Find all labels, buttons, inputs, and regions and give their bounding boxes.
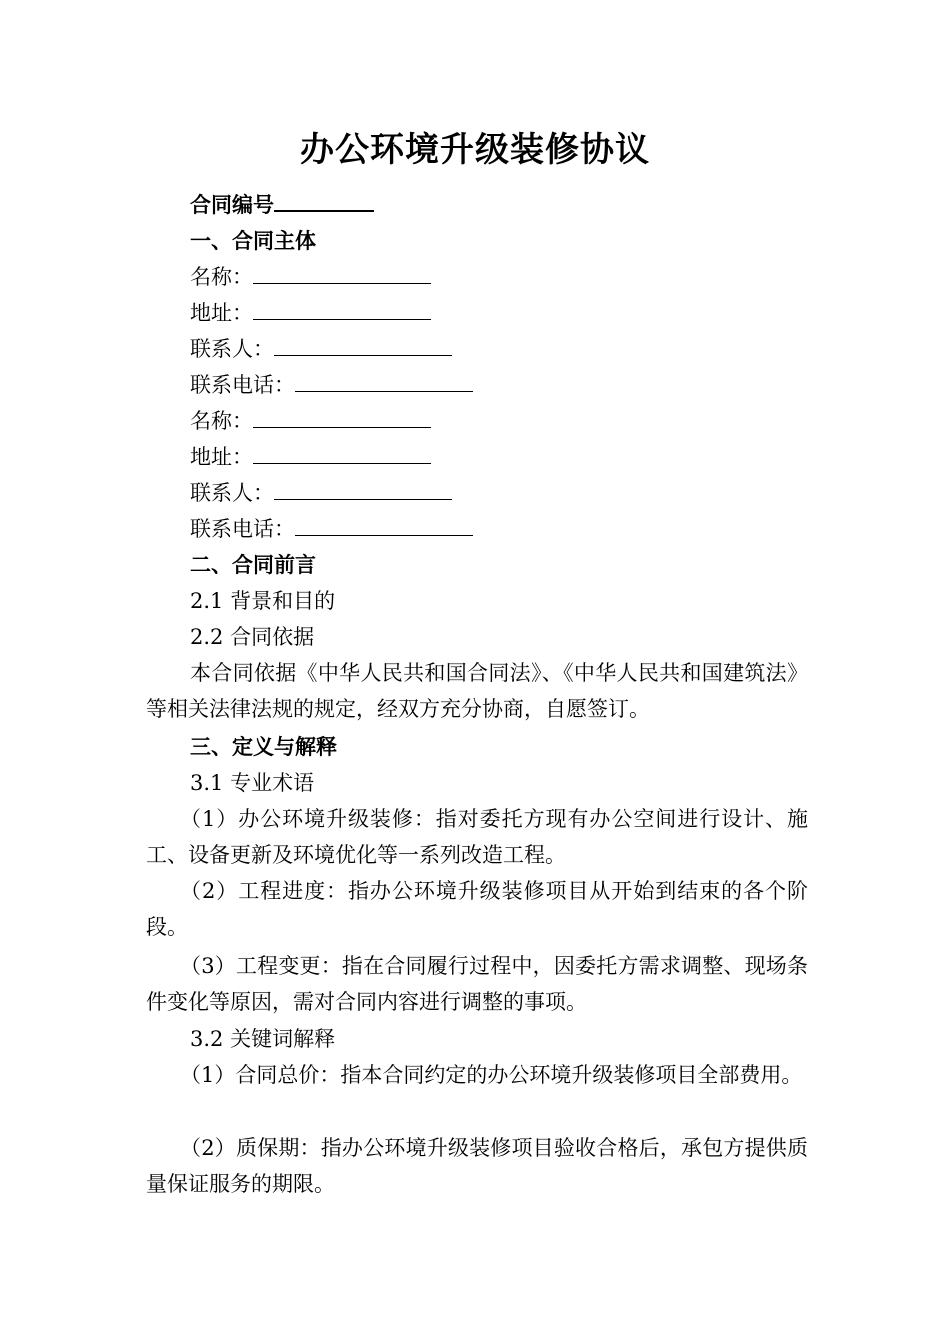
- section2-item-background: 2.1 背景和目的: [190, 589, 336, 613]
- party-a-address-blank[interactable]: [253, 297, 431, 320]
- party-a-phone-blank[interactable]: [295, 369, 473, 392]
- contract-number-blank[interactable]: [274, 188, 374, 212]
- party-b-contact-blank[interactable]: [274, 477, 452, 500]
- party-b-name-blank[interactable]: [253, 405, 431, 428]
- party-b-contact-label: 联系人：: [190, 481, 274, 505]
- section2-basis-paragraph: 本合同依据《中华人民共和国合同法》、《中华人民共和国建筑法》等相关法律法规的规定，经双方充分协商，自愿签订。: [146, 661, 808, 721]
- party-b-contact-line: [190, 475, 452, 511]
- section3-item-terms: 3.1 专业术语: [190, 771, 315, 795]
- definition-paragraph-2: （2）工程进度：指办公环境升级装修项目从开始到结束的各个阶段。: [146, 879, 808, 939]
- section2-heading: 二、合同前言: [190, 552, 316, 577]
- section2-item-basis: 2.2 合同依据: [190, 625, 315, 649]
- contract-number-label: 合同编号: [190, 192, 274, 217]
- party-a-contact-line: [190, 331, 452, 367]
- keyword-paragraph-2: （2）质保期：指办公环境升级装修项目验收合格后，承包方提供质量保证服务的期限。: [146, 1136, 808, 1196]
- definition-paragraph-1: （1）办公环境升级装修：指对委托方现有办公空间进行设计、施工、设备更新及环境优化等一系列改造工程。: [146, 807, 808, 867]
- section3-item-keywords: 3.2 关键词解释: [190, 1027, 336, 1051]
- party-a-phone-line: [190, 367, 473, 403]
- party-a-contact-label: 联系人：: [190, 337, 274, 361]
- party-b-address-line: [190, 439, 431, 475]
- party-a-name-label: 名称：: [190, 265, 253, 289]
- party-a-address-line: [190, 295, 431, 331]
- section3-heading: 三、定义与解释: [190, 734, 337, 759]
- definition-paragraph-3: （3）工程变更：指在合同履行过程中，因委托方需求调整、现场条件变化等原因，需对合同内容进行调整的事项。: [146, 954, 808, 1014]
- party-a-contact-blank[interactable]: [274, 333, 452, 356]
- party-b-name-line: [190, 403, 431, 439]
- party-b-address-blank[interactable]: [253, 441, 431, 464]
- party-b-phone-label: 联系电话：: [190, 517, 295, 541]
- party-b-address-label: 地址：: [190, 445, 253, 469]
- keyword-paragraph-1: （1）合同总价：指本合同约定的办公环境升级装修项目全部费用。: [180, 1063, 803, 1087]
- party-a-phone-label: 联系电话：: [190, 373, 295, 397]
- party-b-name-label: 名称：: [190, 409, 253, 433]
- section1-heading: 一、合同主体: [190, 228, 316, 253]
- document-title: 办公环境升级装修协议: [300, 130, 650, 170]
- party-a-name-line: [190, 259, 431, 295]
- party-a-address-label: 地址：: [190, 301, 253, 325]
- contract-number-line: [190, 187, 374, 223]
- party-b-phone-line: [190, 511, 473, 547]
- party-a-name-blank[interactable]: [253, 261, 431, 284]
- party-b-phone-blank[interactable]: [295, 513, 473, 536]
